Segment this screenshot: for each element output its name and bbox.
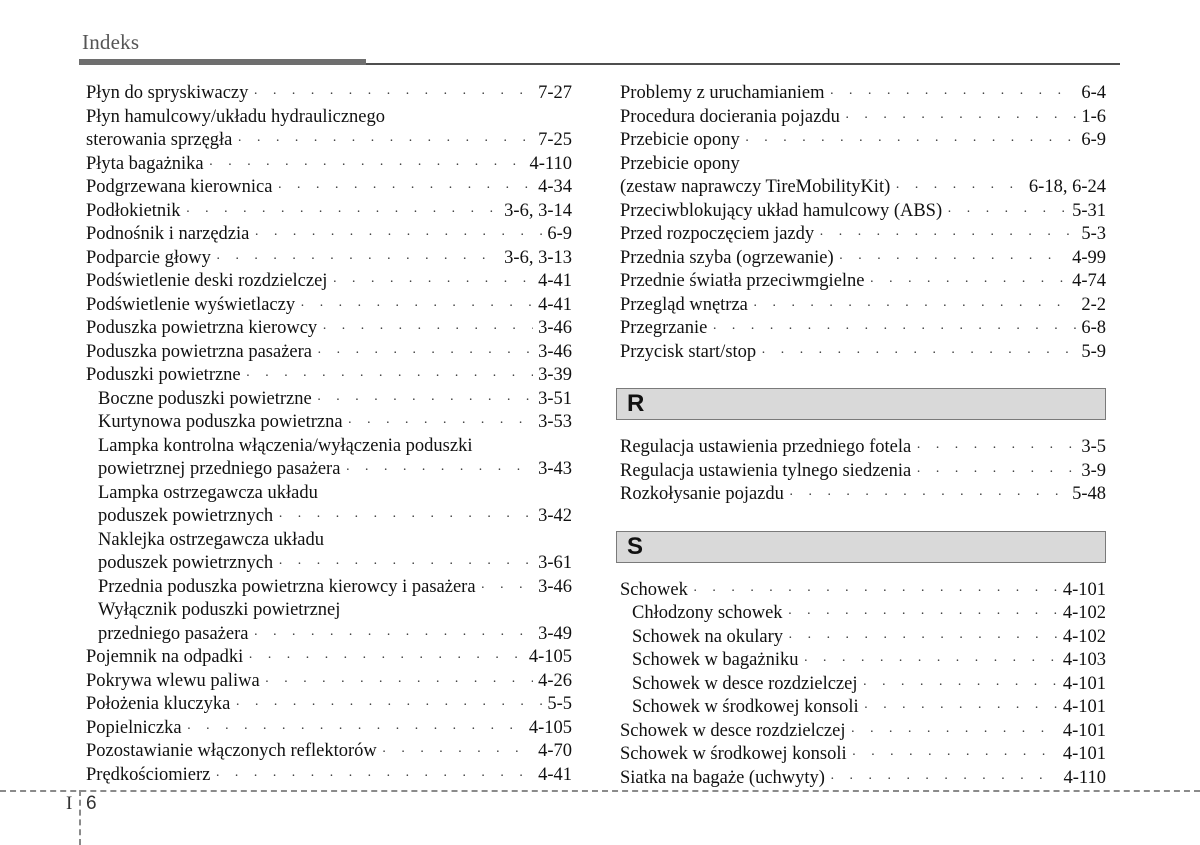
page-title: Indeks xyxy=(82,30,140,54)
index-entry-text: Boczne poduszki powietrzne xyxy=(98,388,312,409)
index-entry-page: 6-18, 6-24 xyxy=(1028,177,1106,197)
dot-leader xyxy=(246,365,533,389)
index-entry-page: 5-9 xyxy=(1081,341,1106,362)
dot-leader xyxy=(895,177,1024,201)
index-entry xyxy=(620,270,1106,294)
index-entry-page: 3-46 xyxy=(538,318,572,338)
dot-leader xyxy=(819,224,1076,248)
section-letter-s: S xyxy=(627,532,644,560)
dot-leader xyxy=(863,674,1058,698)
index-list-s xyxy=(620,579,1106,791)
index-entry-text: Wyłącznik poduszki powietrznej xyxy=(98,600,341,620)
index-entry-page: 2-2 xyxy=(1081,294,1106,315)
index-entry-text: Naklejka ostrzegawcza układu xyxy=(98,529,325,550)
dot-leader xyxy=(278,553,533,577)
index-entry xyxy=(620,200,1106,224)
index-entry-page: 3-46 xyxy=(538,576,572,597)
dot-leader xyxy=(481,577,534,601)
index-entry-page: 3-6, 3-14 xyxy=(504,200,572,221)
index-entry xyxy=(86,294,572,318)
index-entry-text: Schowek xyxy=(620,579,688,600)
index-entry xyxy=(86,764,572,788)
dot-leader xyxy=(851,721,1058,745)
index-entry-page: 4-101 xyxy=(1062,579,1106,600)
index-entry-text: sterowania sprzęgła xyxy=(86,130,233,150)
index-entry xyxy=(620,294,1106,318)
index-entry xyxy=(86,270,572,294)
dot-leader xyxy=(789,484,1067,508)
dot-leader xyxy=(278,506,533,530)
index-entry xyxy=(620,602,1106,626)
dot-leader xyxy=(277,177,533,201)
index-entry xyxy=(620,673,1106,697)
index-entry-page: 4-102 xyxy=(1062,626,1106,647)
index-entry xyxy=(620,223,1106,247)
index-entry xyxy=(86,576,572,600)
index-entry-page: 4-41 xyxy=(538,764,572,785)
header-accent-bar xyxy=(79,59,366,65)
index-entry xyxy=(86,646,572,670)
dot-leader xyxy=(845,107,1076,131)
index-entry-text: Siatka na bagaże (uchwyty) xyxy=(620,767,825,788)
index-entry-page: 4-102 xyxy=(1062,603,1106,623)
dot-leader xyxy=(248,647,524,671)
index-entry-text: Poduszka powietrzna pasażera xyxy=(86,341,313,362)
index-entry xyxy=(86,552,572,576)
index-entry xyxy=(620,106,1106,130)
dot-leader xyxy=(322,318,533,342)
dot-leader xyxy=(761,342,1076,366)
dot-leader xyxy=(345,459,533,483)
footer-dashed-divider xyxy=(79,790,81,845)
index-entry xyxy=(620,720,1106,744)
index-entry xyxy=(620,317,1106,341)
index-entry xyxy=(86,341,572,365)
index-entry-page: 5-3 xyxy=(1081,224,1106,244)
index-entry xyxy=(86,717,572,741)
index-entry-text: Lampka kontrolna włączenia/wyłączenia poduszki xyxy=(98,435,473,456)
dot-leader xyxy=(947,201,1067,225)
footer-section-letter: I xyxy=(66,793,73,814)
index-entry xyxy=(86,82,572,106)
index-entry-text: Procedura docierania pojazdu xyxy=(620,106,840,127)
index-entry xyxy=(86,200,572,224)
index-entry xyxy=(86,740,572,764)
index-entry xyxy=(86,364,572,388)
index-entry-text: Przednie światła przeciwmgielne xyxy=(620,271,865,291)
index-entry-text: Przednia poduszka powietrzna kierowcy i pasażera xyxy=(98,576,476,597)
index-entry-text: Prędkościomierz xyxy=(86,764,211,785)
dot-leader xyxy=(753,295,1076,319)
index-entry-text: przedniego pasażera xyxy=(98,623,249,644)
index-entry-text: Podświetlenie deski rozdzielczej xyxy=(86,271,328,291)
index-entry xyxy=(620,626,1106,650)
dot-leader xyxy=(839,248,1067,272)
index-entry-text: Podnośnik i narzędzia xyxy=(86,224,250,244)
dot-leader xyxy=(788,603,1058,627)
index-entry xyxy=(86,599,572,623)
index-list-r xyxy=(620,436,1106,507)
dot-leader xyxy=(317,389,533,413)
dot-leader xyxy=(864,697,1058,721)
footer-page-number: 6 xyxy=(86,793,97,814)
index-entry-text: Przebicie opony xyxy=(620,130,740,150)
section-header-r xyxy=(616,388,1106,420)
index-entry-text: Kurtynowa poduszka powietrzna xyxy=(98,412,343,432)
index-entry-page: 6-4 xyxy=(1081,83,1106,103)
index-entry xyxy=(620,579,1106,603)
index-entry xyxy=(86,505,572,529)
index-entry-page: 6-9 xyxy=(1081,130,1106,150)
index-entry-text: Schowek na okulary xyxy=(632,626,784,647)
dot-leader xyxy=(332,271,533,295)
index-entry xyxy=(86,435,572,459)
index-entry-text: Przebicie opony xyxy=(620,153,740,174)
index-entry xyxy=(620,153,1106,177)
index-entry-text: Płyn hamulcowy/układu hydraulicznego xyxy=(86,106,386,127)
dot-leader xyxy=(745,130,1077,154)
index-entry-page: 4-74 xyxy=(1072,271,1106,291)
index-entry-text: Przednia szyba (ogrzewanie) xyxy=(620,247,834,268)
index-entry-text: Chłodzony schowek xyxy=(632,603,783,623)
index-entry-page: 4-103 xyxy=(1062,650,1106,670)
index-entry-text: Przycisk start/stop xyxy=(620,341,757,362)
index-entry xyxy=(86,317,572,341)
dot-leader xyxy=(253,624,533,648)
index-entry xyxy=(620,696,1106,720)
index-entry-page: 4-26 xyxy=(538,670,572,691)
index-column-right xyxy=(620,82,1106,790)
dot-leader xyxy=(209,154,525,178)
index-entry-page: 3-39 xyxy=(538,365,572,385)
index-entry-page: 4-101 xyxy=(1062,673,1106,694)
index-entry-page: 5-31 xyxy=(1072,200,1106,221)
index-entry-text: Podłokietnik xyxy=(86,200,181,221)
index-entry-text: powietrznej przedniego pasażera xyxy=(98,459,341,479)
index-entry-page: 3-49 xyxy=(538,623,572,644)
index-entry-page: 4-101 xyxy=(1062,744,1106,764)
index-entry-text: Regulacja ustawienia tylnego siedzenia xyxy=(620,460,912,481)
index-entry-page: 4-99 xyxy=(1072,247,1106,268)
dot-leader xyxy=(317,342,533,366)
dot-leader xyxy=(830,768,1059,792)
index-entry xyxy=(86,693,572,717)
dot-leader xyxy=(693,580,1058,604)
index-entry xyxy=(620,176,1106,200)
dot-leader xyxy=(803,650,1057,674)
dot-leader xyxy=(852,744,1058,768)
index-entry-page: 4-110 xyxy=(529,153,572,174)
index-entry xyxy=(620,341,1106,365)
index-entry xyxy=(620,767,1106,791)
index-entry xyxy=(86,670,572,694)
dot-leader xyxy=(712,318,1076,342)
index-entry-page: 3-53 xyxy=(538,412,572,432)
dot-leader xyxy=(235,694,542,718)
index-entry-text: Poduszka powietrzna kierowcy xyxy=(86,318,318,338)
index-entry-text: Schowek w środkowej konsoli xyxy=(620,744,847,764)
index-entry-page: 4-101 xyxy=(1062,697,1106,717)
dot-leader xyxy=(348,412,534,436)
index-entry-page: 7-25 xyxy=(538,130,572,150)
index-entry xyxy=(86,529,572,553)
dot-leader xyxy=(254,224,542,248)
dot-leader xyxy=(216,248,499,272)
index-entry-page: 4-70 xyxy=(538,741,572,761)
index-entry-text: Lampka ostrzegawcza układu xyxy=(98,482,318,503)
index-entry-page: 3-51 xyxy=(538,388,572,409)
dot-leader xyxy=(829,83,1076,107)
section-letter-r: R xyxy=(627,390,645,417)
index-entry xyxy=(86,129,572,153)
index-entry xyxy=(86,388,572,412)
index-entry-text: Regulacja ustawienia przedniego fotela xyxy=(620,437,912,457)
index-entry-page: 4-105 xyxy=(528,717,572,738)
index-entry-page: 4-101 xyxy=(1062,720,1106,741)
index-entry-page: 3-5 xyxy=(1081,437,1106,457)
index-entry-text: Poduszki powietrzne xyxy=(86,365,241,385)
index-entry-text: Podgrzewana kierownica xyxy=(86,177,273,197)
index-entry-text: Przegrzanie xyxy=(620,318,708,338)
index-entry-text: Schowek w desce rozdzielczej xyxy=(632,673,858,694)
index-entry xyxy=(620,129,1106,153)
index-list-p xyxy=(620,82,1106,364)
index-entry xyxy=(620,649,1106,673)
dot-leader xyxy=(237,130,533,154)
index-entry-text: poduszek powietrznych xyxy=(98,506,274,526)
index-entry-page: 4-41 xyxy=(538,271,572,291)
header-rule xyxy=(366,63,1120,65)
dot-leader xyxy=(870,271,1068,295)
index-entry-text: Przegląd wnętrza xyxy=(620,294,748,315)
index-entry-page: 6-9 xyxy=(547,224,572,244)
index-entry xyxy=(86,247,572,271)
index-entry-text: Popielniczka xyxy=(86,717,182,738)
index-entry-page: 6-8 xyxy=(1081,318,1106,338)
index-entry-text: Schowek w desce rozdzielczej xyxy=(620,720,846,741)
index-entry xyxy=(620,460,1106,484)
dot-leader xyxy=(916,437,1076,461)
dot-leader xyxy=(215,765,533,789)
index-entry-text: Rozkołysanie pojazdu xyxy=(620,484,784,504)
index-entry xyxy=(86,623,572,647)
index-entry xyxy=(620,743,1106,767)
index-entry-text: Położenia kluczyka xyxy=(86,694,231,714)
index-entry-text: Schowek w środkowej konsoli xyxy=(632,697,859,717)
index-column-left xyxy=(86,82,572,787)
index-entry-page: 5-5 xyxy=(547,694,572,714)
dot-leader xyxy=(788,627,1058,651)
dot-leader xyxy=(916,461,1076,485)
index-entry-page: 3-42 xyxy=(538,506,572,526)
index-entry-text: poduszek powietrznych xyxy=(98,553,274,573)
index-entry-text: (zestaw naprawczy TireMobilityKit) xyxy=(620,177,891,197)
index-entry xyxy=(620,82,1106,106)
index-entry xyxy=(620,436,1106,460)
index-entry xyxy=(620,247,1106,271)
dot-leader xyxy=(382,741,533,765)
index-entry-page: 3-9 xyxy=(1081,460,1106,481)
index-entry xyxy=(86,482,572,506)
dot-leader xyxy=(265,671,533,695)
index-entry-text: Płyn do spryskiwaczy xyxy=(86,83,249,103)
index-entry-page: 7-27 xyxy=(538,83,572,103)
index-entry-page: 5-48 xyxy=(1072,484,1106,504)
footer-dashed-rule xyxy=(0,790,1200,792)
index-entry-page: 4-41 xyxy=(538,294,572,315)
index-entry-text: Przeciwblokujący układ hamulcowy (ABS) xyxy=(620,200,943,221)
index-entry xyxy=(86,223,572,247)
index-entry xyxy=(86,176,572,200)
index-entry-text: Pokrywa wlewu paliwa xyxy=(86,670,260,691)
index-entry xyxy=(86,411,572,435)
index-entry-text: Podparcie głowy xyxy=(86,247,211,268)
dot-leader xyxy=(253,83,533,107)
index-entry xyxy=(620,483,1106,507)
section-header-s xyxy=(616,531,1106,563)
index-entry-page: 3-43 xyxy=(538,459,572,479)
dot-leader xyxy=(187,718,524,742)
index-entry-page: 4-34 xyxy=(538,177,572,197)
index-entry-page: 4-110 xyxy=(1063,767,1106,788)
index-entry xyxy=(86,153,572,177)
index-entry-text: Podświetlenie wyświetlaczy xyxy=(86,294,296,315)
index-entry-text: Problemy z uruchamianiem xyxy=(620,83,825,103)
index-entry-page: 3-46 xyxy=(538,341,572,362)
index-entry xyxy=(86,458,572,482)
index-entry-page: 1-6 xyxy=(1081,106,1106,127)
dot-leader xyxy=(300,295,533,319)
index-entry-text: Pozostawianie włączonych reflektorów xyxy=(86,741,377,761)
index-entry-text: Pojemnik na odpadki xyxy=(86,647,244,667)
index-entry-page: 3-61 xyxy=(538,553,572,573)
index-entry-text: Schowek w bagażniku xyxy=(632,650,799,670)
index-entry xyxy=(86,106,572,130)
index-entry-page: 4-105 xyxy=(528,647,572,667)
index-entry-text: Płyta bagażnika xyxy=(86,153,204,174)
dot-leader xyxy=(186,201,500,225)
index-entry-page: 3-6, 3-13 xyxy=(504,247,572,268)
index-entry-text: Przed rozpoczęciem jazdy xyxy=(620,224,815,244)
